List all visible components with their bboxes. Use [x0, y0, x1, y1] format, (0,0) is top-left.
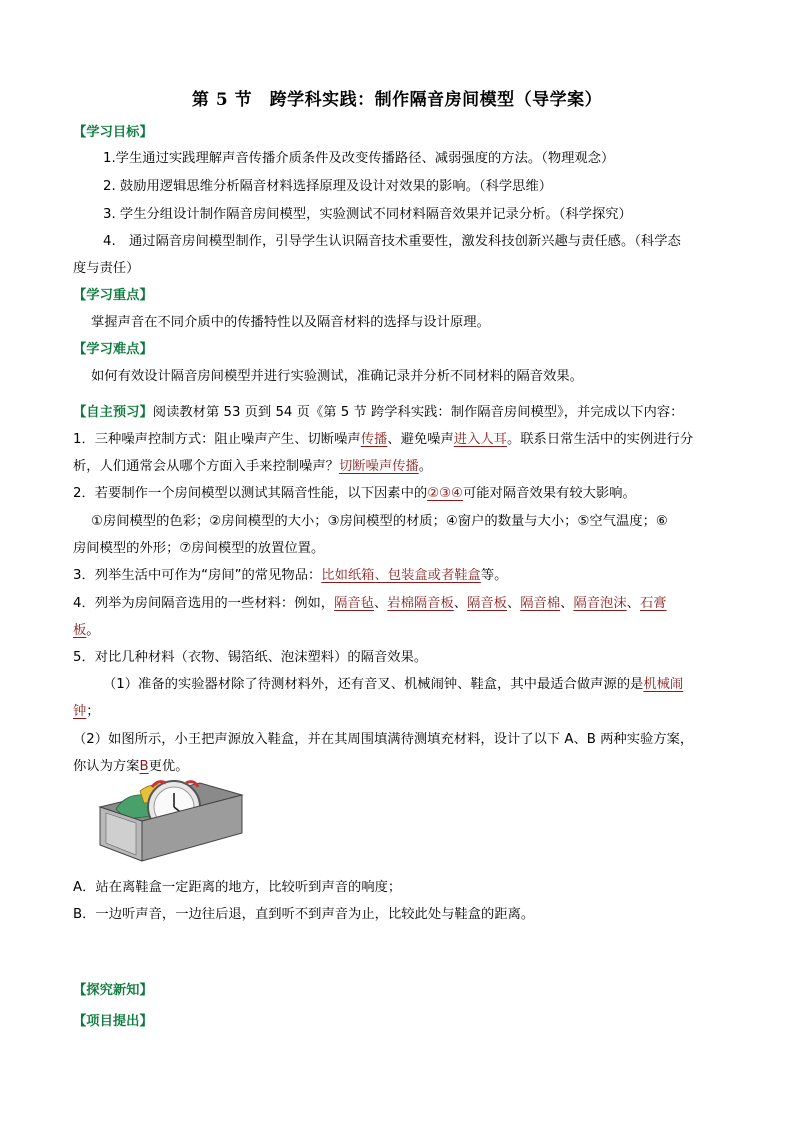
q5-2-end: 更优。	[148, 759, 189, 774]
question-5-2-line-1: （2）如图所示，小王把声源放入鞋盒，并在其周围填满待测填充材料，设计了以下 A、B 两种实验方案，	[73, 732, 694, 747]
preview-intro-line	[73, 404, 733, 422]
option-a: A．站在离鞋盒一定距离的地方，比较听到声音的响度；	[73, 880, 402, 895]
q1-text-d: 析，人们通常会从哪个方面入手来控制噪声？	[73, 459, 339, 474]
q2-answer: ②③④	[427, 486, 463, 501]
question-1-line-2	[73, 458, 733, 476]
period: 。	[86, 623, 100, 638]
q4-material-1: 隔音毡	[334, 596, 374, 611]
q5-2-text: 你认为方案	[73, 759, 140, 774]
question-5-1-line-1	[103, 676, 763, 694]
q1-answer-3: 切断噪声传播	[338, 459, 419, 474]
question-5-2-line-2	[73, 758, 733, 776]
q2-text-b: 可能对隔音效果有较大影响。	[462, 486, 636, 501]
difficulties-heading: 【学习难点】	[73, 342, 153, 357]
q2-options-line-2: 房间模型的外形；⑦房间模型的放置位置。	[73, 541, 325, 556]
question-5-line: 5．对比几种材料（衣物、锡箔纸、泡沫塑料）的隔音效果。	[73, 650, 428, 665]
preview-heading: 【自主预习】	[73, 405, 153, 420]
shoebox-alarm-clock-figure	[96, 775, 246, 865]
explore-heading: 【探究新知】	[73, 983, 153, 998]
q1-text-a: 1．三种噪声控制方式：阻止噪声产生、切断噪声	[73, 432, 361, 447]
goal-item-4: 4. 通过隔音房间模型制作，引导学生认识隔音技术重要性，激发科技创新兴趣与责任感。（科学态	[103, 234, 681, 249]
question-4-line-2	[73, 622, 733, 640]
page-title: 第 5 节 跨学科实践：制作隔音房间模型（导学案）	[191, 90, 603, 110]
question-3-line	[73, 567, 733, 585]
goal-item-4-cont: 度与责任）	[73, 261, 140, 276]
question-1-line-1	[73, 431, 733, 449]
q4-text-a: 4．列举为房间隔音选用的一些材料：例如，	[73, 596, 335, 611]
q5-1-end: ；	[86, 704, 100, 719]
q4-material-6: 石膏	[639, 596, 667, 611]
q1-text-e: 。	[418, 459, 433, 474]
q4-material-3: 隔音板	[467, 596, 507, 611]
q4-material-4: 隔音棉	[520, 596, 561, 611]
q4-material-2: 岩棉隔音板	[387, 596, 454, 611]
goal-item-1: 1.学生通过实践理解声音传播介质条件及改变传播路径、减弱强度的方法。（物理观念）	[103, 151, 615, 166]
goal-item-2: 2. 鼓励用逻辑思维分析隔音材料选择原理及设计对效果的影响。（科学思维）	[103, 179, 553, 194]
separator: 、	[506, 596, 521, 611]
q2-text-a: 2．若要制作一个房间模型以测试其隔音性能，以下因素中的	[73, 486, 428, 501]
project-heading: 【项目提出】	[73, 1014, 153, 1029]
q3-answer: 比如纸箱、包装盒或者鞋盒	[321, 568, 481, 583]
q1-answer-2: 进入人耳	[453, 432, 507, 447]
q1-text-c: 。联系日常生活中的实例进行分	[506, 432, 694, 447]
key-points-text: 掌握声音在不同介质中的传播特性以及隔音材料的选择与设计原理。	[91, 315, 490, 330]
goals-heading: 【学习目标】	[73, 125, 153, 140]
q4-material-5: 隔音泡沫	[573, 596, 627, 611]
separator: 、	[453, 596, 468, 611]
separator: 、	[374, 596, 388, 611]
q3-text-b: 等。	[480, 568, 508, 583]
q5-1-answer: 机械闹	[643, 677, 684, 692]
separator: 、	[626, 596, 640, 611]
q1-text-b: 、避免噪声	[387, 432, 454, 447]
separator: 、	[560, 596, 574, 611]
q3-text-a: 3．列举生活中可作为“房间”的常见物品：	[73, 568, 322, 583]
key-points-heading: 【学习重点】	[73, 288, 153, 303]
difficulties-text: 如何有效设计隔音房间模型并进行实验测试，准确记录并分析不同材料的隔音效果。	[91, 369, 583, 384]
q2-options-line-1: ①房间模型的色彩；②房间模型的大小；③房间模型的材质；④窗户的数量与大小；⑤空气温度；⑥	[91, 514, 668, 529]
q1-answer-1: 传播	[360, 432, 388, 447]
question-2-line	[73, 485, 733, 503]
question-4-line-1	[73, 595, 733, 613]
q4-material-6-cont: 板	[73, 623, 87, 638]
option-b: B．一边听声音，一边往后退，直到听不到声音为止，比较此处与鞋盒的距离。	[73, 907, 535, 922]
q5-1-text: （1）准备的实验器材除了待测材料外，还有音叉、机械闹钟、鞋盒，其中最适合做声源的是	[103, 677, 644, 692]
q5-1-answer-cont: 钟	[73, 704, 87, 719]
question-5-1-line-2	[73, 703, 733, 721]
goal-item-3: 3. 学生分组设计制作隔音房间模型，实验测试不同材料隔音效果并记录分析。（科学探究）	[103, 207, 632, 222]
q5-2-answer: B	[139, 759, 149, 774]
preview-intro: 阅读教材第 53 页到 54 页《第 5 节 跨学科实践：制作隔音房间模型》，并完成以下内容：	[152, 405, 684, 420]
